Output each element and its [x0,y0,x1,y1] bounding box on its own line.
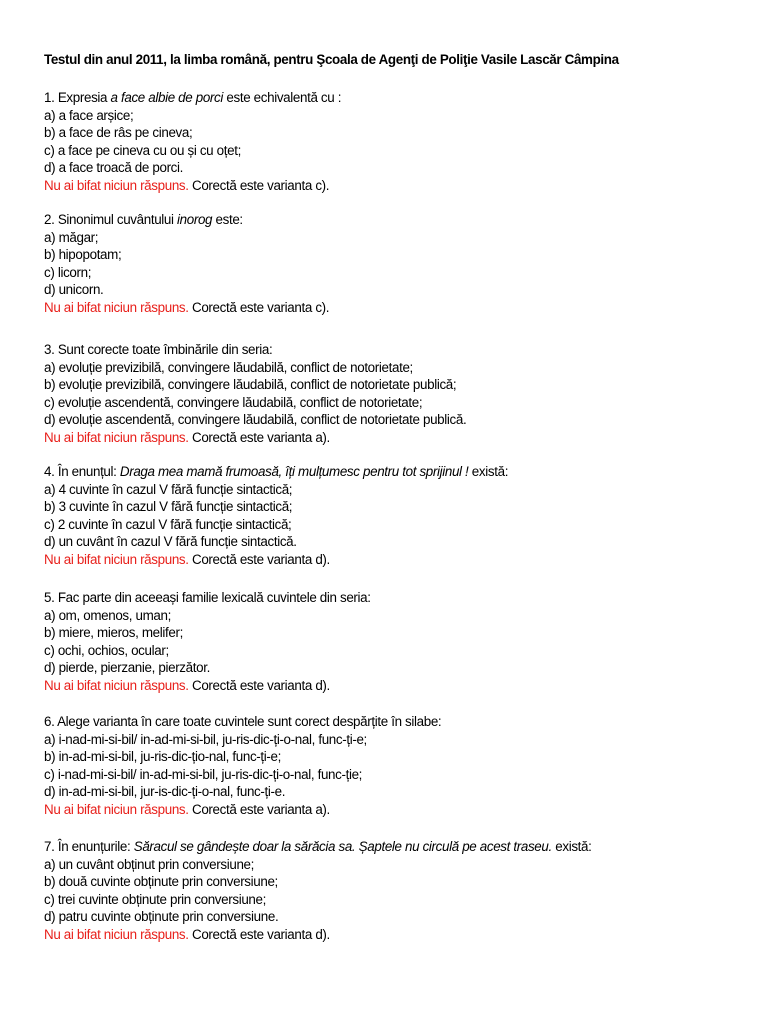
correct-answer-prefix: Corectă este varianta [192,299,312,315]
answer-option: c) 2 cuvinte în cazul V fără funcție sintactică; [44,516,292,532]
question-text [44,463,508,481]
answer-option: c) a face pe cineva cu ou și cu oțet; [44,142,241,158]
answer-option: a) a face arșice; [44,107,134,123]
question-text [44,211,329,229]
unanswered-notice: Nu ai bifat niciun răspuns. [44,801,189,817]
answer-option: b) hipopotam; [44,247,122,263]
answer-option: c) i-nad-mi-si-bil/ in-ad-mi-si-bil, ju-ris-dic-ți-o-nal, func-ție; [44,766,363,782]
question-block [44,89,341,195]
question-text [44,589,371,607]
correct-answer-value: d). [315,677,330,693]
unanswered-notice: Nu ai bifat niciun răspuns. [44,177,189,193]
answer-option: c) ochi, ochios, ocular; [44,642,169,658]
question-prefix: 6. Alege varianta în care toate cuvintele sunt corect despărțite în silabe: [44,714,442,729]
feedback-line [44,677,371,695]
answer-option: b) 3 cuvinte în cazul V fără funcție sintactică; [44,499,293,515]
question-block [44,341,466,447]
feedback-line [44,801,441,819]
answer-option: a) evoluție previzibilă, convingere lăudabilă, conflict de notorietate; [44,359,413,375]
question-prefix: 7. În enunțurile: [44,839,134,854]
answer-option: b) in-ad-mi-si-bil, ju-ris-dic-țio-nal, func-ți-e; [44,749,281,765]
unanswered-notice: Nu ai bifat niciun răspuns. [44,299,189,315]
answer-option: a) om, omenos, uman; [44,607,171,623]
correct-answer-value: a). [315,429,330,445]
feedback-line [44,429,466,447]
document-title: Testul din anul 2011, la limba română, pentru Şcoala de Agenţi de Poliţie Vasile Lascăr Câmpina [44,52,619,67]
correct-answer-prefix: Corectă este varianta [192,677,312,693]
feedback-line [44,551,508,569]
answer-option: d) evoluție ascendentă, convingere lăudabilă, conflict de notorietate publică. [44,412,467,428]
question-text [44,341,466,359]
question-block [44,211,329,317]
answer-option: d) unicorn. [44,282,104,298]
question-block [44,589,371,695]
feedback-line [44,926,592,944]
question-suffix: este: [212,212,243,227]
answer-option: c) licorn; [44,264,92,280]
answer-option: a) 4 cuvinte în cazul V fără funcție sintactică; [44,481,293,497]
correct-answer-prefix: Corectă este varianta [192,801,312,817]
correct-answer-value: c). [315,299,330,315]
answer-option: d) in-ad-mi-si-bil, jur-is-dic-ți-o-nal, func-ți-e. [44,784,286,800]
correct-answer-prefix: Corectă este varianta [192,177,312,193]
unanswered-notice: Nu ai bifat niciun răspuns. [44,429,189,445]
question-text [44,89,341,107]
question-prefix: 3. Sunt corecte toate îmbinările din seria: [44,342,273,357]
answer-option: d) patru cuvinte obținute prin conversiune. [44,909,279,925]
answer-option: c) trei cuvinte obținute prin conversiune; [44,891,266,907]
question-block [44,463,508,569]
correct-answer-value: d). [315,551,330,567]
answer-option: b) două cuvinte obținute prin conversiune; [44,874,278,890]
answer-option: d) un cuvânt în cazul V fără funcție sintactică. [44,534,297,550]
unanswered-notice: Nu ai bifat niciun răspuns. [44,926,189,942]
question-quote: inorog [177,212,213,227]
feedback-line [44,177,341,195]
question-prefix: 5. Fac parte din aceeași familie lexicală cuvintele din seria: [44,590,371,605]
question-text [44,838,592,856]
answer-option: c) evoluție ascendentă, convingere lăudabilă, conflict de notorietate; [44,394,423,410]
correct-answer-prefix: Corectă este varianta [192,926,312,942]
unanswered-notice: Nu ai bifat niciun răspuns. [44,551,189,567]
correct-answer-value: c). [315,177,330,193]
question-prefix: 1. Expresia [44,90,111,105]
correct-answer-value: a). [315,801,330,817]
question-quote: Draga mea mamă frumoasă, îți mulțumesc pentru tot sprijinul ! [119,464,469,479]
answer-option: d) pierde, pierzanie, pierzător. [44,660,210,676]
question-text [44,713,441,731]
unanswered-notice: Nu ai bifat niciun răspuns. [44,677,189,693]
question-prefix: 2. Sinonimul cuvântului [44,212,178,227]
question-quote: a face albie de porci [110,90,224,105]
answer-option: a) un cuvânt obținut prin conversiune; [44,856,255,872]
correct-answer-prefix: Corectă este varianta [192,429,312,445]
correct-answer-prefix: Corectă este varianta [192,551,312,567]
answer-option: b) miere, mieros, melifer; [44,625,183,641]
question-suffix: este echivalentă cu : [223,90,342,105]
question-suffix: există: [468,464,509,479]
answer-option: a) măgar; [44,229,99,245]
question-suffix: există: [551,839,592,854]
question-quote: Săracul se gândește doar la sărăcia sa. Șaptele nu circulă pe acest traseu. [133,839,552,854]
correct-answer-value: d). [315,926,330,942]
question-block [44,713,441,819]
answer-option: a) i-nad-mi-si-bil/ in-ad-mi-si-bil, ju-ris-dic-ți-o-nal, func-ți-e; [44,731,367,747]
answer-option: d) a face troacă de porci. [44,160,184,176]
question-prefix: 4. În enunțul: [44,464,120,479]
answer-option: b) a face de râs pe cineva; [44,125,193,141]
question-block [44,838,592,944]
answer-option: b) evoluție previzibilă, convingere lăudabilă, conflict de notorietate publică; [44,377,457,393]
feedback-line [44,299,329,317]
